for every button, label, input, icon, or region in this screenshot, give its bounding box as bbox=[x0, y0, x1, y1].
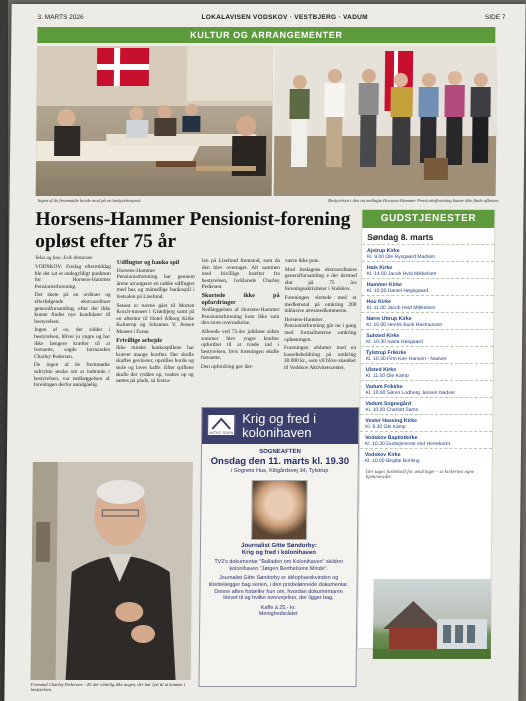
section-header: KULTUR OG ARRANGEMENTER bbox=[37, 27, 495, 43]
church-building-photo bbox=[373, 579, 492, 659]
article-headline: Horsens-Hammer Pensionist-forening opløst efter 75 år bbox=[35, 209, 351, 252]
aktivt-sogn-logo bbox=[207, 414, 235, 436]
paper-name: LOKALAVISEN VODSKOV · VESTBJERG · VADUM bbox=[201, 14, 368, 21]
article-byline: Tekst og foto: Erik Ahnstrøm bbox=[34, 256, 93, 261]
article-paragraph: Det skete på en ordinær og efterfølgende ekstraordinær generalforsamling, efter der ikke kunne findes nye kandidater til bestyrelsen. bbox=[34, 292, 111, 325]
article-column-1 bbox=[33, 264, 111, 454]
church-item: Vadum Frikirke Kl. 10.00 Søren Lodberg Jensen Nadver bbox=[361, 380, 493, 397]
church-item: Vadum Sognegård Kl. 10.00 Charlott Sams bbox=[360, 397, 492, 414]
article-paragraph: værre ikke pote. bbox=[284, 258, 320, 264]
article-column-2 bbox=[115, 258, 195, 430]
article-subheading: Frivillige arbejde bbox=[116, 336, 163, 344]
article-paragraph: Allerede ved 75-års jubilæet sidste sommer blev yngre kræfter opfordret til at træde ind i bestyrelsen, hvis foreningen skulle fortsætte. bbox=[200, 328, 280, 362]
ad-header bbox=[202, 408, 358, 444]
portrait-caption: Formand Charley Pedersen: - Er der virkelig ikke nogen, der har lyst til at komme i bestyrelsen. bbox=[30, 682, 185, 692]
event-ad bbox=[198, 407, 359, 687]
article-paragraph: Ikke mindst bankospillene har krævet mange kræfter. Der skulle skaffes gevinster, opstilles borde og stole og laves kaffe. Efter spillene skulle der ryddes op, vaskes op og sættes på plads, så festsa- bbox=[115, 345, 195, 385]
church-item: Hals Kirke Kl. 14.00 Jacob Hvid Mikkelsen bbox=[362, 261, 494, 278]
speaker-photo bbox=[251, 480, 308, 540]
ad-talk-title: Krig og fred i kolonihaven bbox=[241, 549, 316, 556]
ad-date: Onsdag den 11. marts kl. 19.30 bbox=[210, 456, 350, 467]
article-subheading: Udflugter og banko spil bbox=[116, 259, 180, 266]
masthead bbox=[31, 14, 515, 26]
meeting-photo bbox=[36, 46, 274, 196]
article-column-4 bbox=[283, 258, 357, 404]
article-paragraph: Foreningen slettede med et medlemstal på omkring 200 inklusive æresmedlemmerne. bbox=[284, 294, 357, 315]
ad-speaker: Journalist Gitte Søndorby: bbox=[241, 543, 317, 549]
article-paragraph: Horsens-Hammer Pensionistforening går nu i gang med formaliteterne omkring opløsningen. bbox=[284, 316, 357, 343]
church-item: Ulsted Kirke Kl. 11.00 Ole Kamp bbox=[361, 363, 493, 380]
article-paragraph: De ingen af de fremmødte sultrykte ønske om at indtræde i bestyrelsen, var nedlæggelsen af foreningen derfor uundgåelig. bbox=[33, 362, 110, 389]
article-paragraph: Mod fredagens ekstraordinære generalforsamling e der dermed slut på 75 års foreningsaktiviteter i Vodskov. bbox=[284, 266, 357, 293]
church-item: Vodskov Baptistkirke Kl. 10.30 Gudstjeneste ved Herrekoret bbox=[360, 431, 492, 448]
article-paragraph: Ingen af os, der sidder i bestyrelsen, bliver jo yngre og har ikke længere kræfter til at fortsætte, sagde formanden Charley Pedersen. bbox=[33, 327, 111, 360]
page-number: SIDE 7 bbox=[484, 14, 506, 21]
ad-body-2: Journalist Gitte Søndorby er idéophavskvinden og tilrettelægger bag serien, i den prisbelønnede dokumentar. Denne aften fortæller hun om, hvordan dokumentaren blevet til og hvilke overvejelser, der ligger bag. bbox=[208, 575, 349, 602]
ad-title: Krig og fred i kolonihaven bbox=[242, 411, 317, 440]
services-header: GUDSTJENESTER bbox=[362, 210, 494, 228]
church-item: Sulsted Kirke Kl. 10.30 Ivana Høsgaard bbox=[361, 329, 493, 346]
article-paragraph: Senest er turene gået til Morten Korch-museet i Grønbjerg samt på en aftentur til Hotel Ålborg Kirke Kalnerup og Johannes V. Jensen Museet i Farsø. bbox=[116, 302, 195, 335]
ad-body: TV2's dokumentar "Balladen om Kolonihaven" skildrer kolonihaven "Jørgen Berthelsens Minde". bbox=[214, 559, 344, 572]
ad-place: i Sognets Hus, Klitgårdsvej 34, Tylstrup bbox=[231, 468, 329, 474]
photo-caption-right: Bestyrelsen i den nu nedlagte Horsens-Hammer Pensionistforening kunne ikke finde afløsere. bbox=[327, 198, 500, 203]
article-column-3 bbox=[200, 258, 280, 404]
services-note: Der tages forbehold for ændringer - se kirkernes egne hjemmesider. bbox=[365, 470, 475, 480]
ad-event-type: SOGNEAFTEN bbox=[259, 449, 301, 455]
church-item: Ajstrup Kirke Kl. 9.00 Ole Rysgaard Madsen bbox=[362, 244, 494, 261]
article-subheading: Skortede ikke på opfordringer bbox=[201, 291, 280, 306]
photo-caption-left: Ingen af de fremmødte havde mod på en bestyrelsespost. bbox=[37, 198, 142, 203]
article-paragraph: VODSKOV: Fredag eftermiddag ble det sat et endegyldigt punktum for Horsens-Hammer Pensionistforening. bbox=[34, 264, 111, 290]
ad-price: Kaffe à 25,- kr. bbox=[260, 604, 296, 611]
issue-date: 3. MARTS 2026 bbox=[37, 14, 84, 21]
church-item: Vester Hassing Kirke Kl. 9.30 Ole Kamp bbox=[360, 414, 492, 431]
church-item: Tylstrup Frikirke Kl. 10.30 Finn Kier-Hansen - Nadver bbox=[361, 346, 493, 363]
church-item: Nørre Uttrup Kirke Kl. 10.00 Henrik Busk Rasmussen bbox=[361, 312, 493, 329]
article-paragraph: Den opfordring gav der- bbox=[200, 363, 254, 370]
board-group-photo bbox=[274, 46, 498, 196]
church-item: Vodskov Kirke Kl. 10.00 Birgitte Bohling bbox=[360, 448, 492, 465]
church-item: Hammer Kirke Kl. 10.00 Daniel Høgsgaard bbox=[362, 278, 494, 295]
ad-organizer: Menighedsrådet bbox=[258, 611, 298, 618]
article-paragraph: Horsens-Hammer Pensionistforening har gennem årene arrangeret en række udflugter med bus og månedlige bankospil i festsalen på Lisefund. bbox=[116, 267, 195, 300]
svg-text:AKTIVT SOGN: AKTIVT SOGN bbox=[209, 431, 234, 435]
church-list bbox=[360, 244, 494, 465]
article-paragraph: Nedlæggelsen af Horsens-Hammer Pensionistforening kom ikke som den store overraskelse. bbox=[201, 307, 280, 327]
newspaper-page bbox=[4, 4, 525, 701]
church-item: Hou Kirke Kl. 11.00 Jacob Hvid Mikkelsen bbox=[361, 295, 493, 312]
article-paragraph: len på Lisefund fremstod, som da den blev overtaget. Alt sammen med frivillige kræfter fra bestyrelsen, forklarede Charley Pedersen. bbox=[201, 258, 280, 291]
article-paragraph: Foreningen afslutter med en kassebeholdning på omkring 30.000 kr., som vil blive skænket til Vodskov Aktivitetscenter. bbox=[283, 345, 357, 371]
services-date: Søndag 8. marts bbox=[367, 232, 434, 242]
chairman-portrait bbox=[31, 462, 193, 680]
